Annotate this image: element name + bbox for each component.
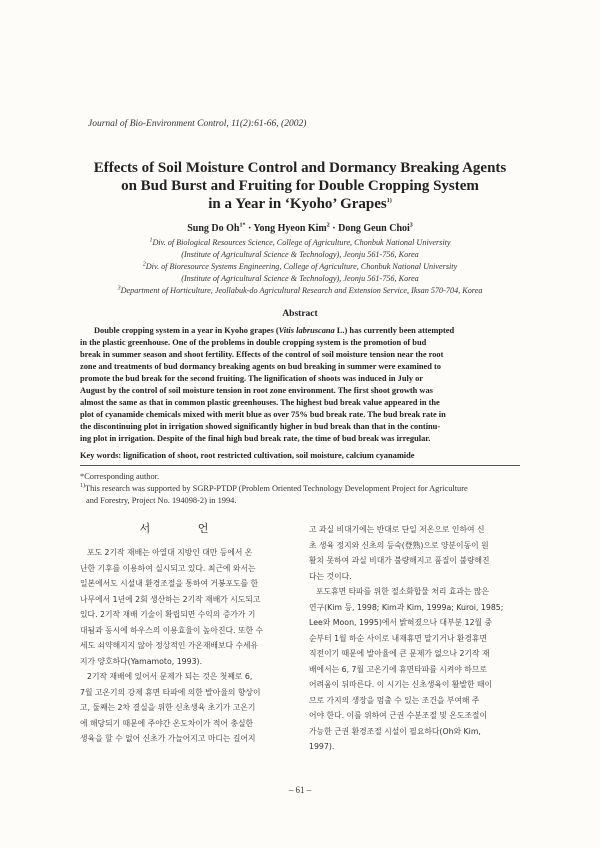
affiliations [40, 237, 560, 297]
corresponding-author-note: *Corresponding author. [80, 472, 160, 481]
paper-title [60, 159, 540, 213]
author-1: Sung Do Oh [187, 223, 240, 234]
abstract-line: zone and treatments of bud dormancy breaking agents on bud breaking in summer were examined to [80, 362, 441, 371]
abstract-line: ing plot in irrigation. Despite of the final high bud break rate, the time of bud break was irregular. [80, 434, 431, 443]
author-separator: · [245, 223, 254, 234]
body-text-line: 직전이기 때문에 발아율에 큰 문제가 없으나 2기작 재 [309, 649, 490, 658]
funding-note-continued: and Forestry, Project No. 194098-2) in 1994. [86, 496, 237, 505]
abstract-heading: Abstract [282, 309, 318, 319]
abstract-line: break in summer season and shoot fertility. Effects of the control of soil moisture tension near the root [80, 350, 444, 359]
body-text-line: 초 생육 정지와 신초의 등숙(登熟)으로 양분이동이 원 [309, 540, 489, 550]
body-text-line: 어려움이 뒤따른다. 이 시기는 신초생육이 활발한 때이 [309, 680, 493, 689]
body-text-line: 에 해당되기 때문에 주야간 온도차이가 적어 충실한 [80, 718, 254, 728]
abstract-body [80, 325, 520, 445]
body-text-line: 어야 한다. 이를 위하여 근권 수분조절 및 온도조절이 [309, 711, 487, 720]
body-text-line: 지가 양호하다(Yamamoto, 1993). [80, 656, 203, 666]
body-text-line: 활치 못하여 과실 비대가 불량해지고 품질이 불량해진 [309, 556, 490, 565]
abstract-line: promote the bud break for the second fruiting. The lignification of shoots was induced in July or [80, 374, 424, 383]
body-text-line: 배에서는 6, 7월 고온기에 휴면타파를 시켜야 하므로 [309, 664, 487, 674]
body-text-line: 순부터 1월 하순 사이로 내재휴면 말기거나 환경휴면 [309, 633, 487, 643]
body-text-line: 포도 2기작 재배는 아열대 지방인 대만 등에서 온 [87, 548, 253, 557]
affiliation-line: (Institute of Agricultural Science & Technology), Jeonju 561-756, Korea [181, 274, 419, 283]
body-text-line: 대됨과 동시에 하우스의 이용효율이 높아진다. 또한 수 [80, 625, 264, 635]
title-line-3: in a Year in ‘Kyoho’ Grapes$^{1)}$ [208, 196, 392, 212]
body-text-line: 생육을 할 수 없어 신초가 가늘어지고 마디는 길어지 [80, 734, 256, 743]
title-line-1: Effects of Soil Moisture Control and Dormancy Breaking Agents [93, 160, 507, 176]
body-text-line: 연구(Kim 등, 1998; Kim과 Kim, 1999a; Kuroi, 1985; [309, 602, 504, 612]
abstract-line: in the plastic greenhouse. One of the problems in double cropping system is the promotion of bud [80, 338, 427, 347]
title-line-2: on Bud Burst and Fruiting for Double Cropping System [121, 178, 479, 194]
author-3-sup: 3 [409, 222, 413, 229]
body-text-line: 일본에서도 시설내 환경조절을 통하여 거봉포도를 한 [80, 579, 259, 588]
journal-citation: Journal of Bio-Environment Control, 11(2):61-66, (2002) [88, 119, 307, 129]
author-2: Yong Hyeon Kim [253, 223, 327, 234]
right-column [309, 522, 519, 755]
footnote-divider [80, 465, 520, 466]
abstract-line: Double cropping system in a year in Kyoho grapes (Vitis labruscana L.) has currently been attempted [94, 326, 455, 335]
affiliation-line: $^3$Department of Horticulture, Jeollabuk-do Agricultural Research and Extension Service, Iksan 570-704, Korea [117, 285, 483, 295]
body-text-line: 고 과실 비대기에는 반대로 단일 저온으로 인하여 신 [309, 525, 485, 534]
body-text-line: 2기작 재배에 있어서 문제가 되는 것은 첫째로 6, [87, 672, 253, 681]
body-text-line: 가능한 근권 환경조절 시설이 필요하다(Oh와 Kim, [309, 726, 481, 736]
body-text-line: Lee와 Moon, 1995)에서 밝혀졌으나 대부분 12월 중 [309, 618, 493, 627]
affiliation-line: $^1$Div. of Biological Resources Science, College of Agriculture, Chonbuk National University [149, 237, 451, 247]
author-list [60, 223, 540, 234]
body-text-line: 나무에서 1년에 2회 생산하는 2기작 재배가 시도되고 [80, 594, 261, 604]
body-text-line: 세도 쇠약해지지 않아 정상적인 가온재배보다 수세유 [80, 641, 259, 650]
page-number: – 61 – [288, 785, 312, 795]
author-3: Dong Geun Choi [338, 223, 410, 234]
abstract-line: August by the control of soil moisture tension in root zone environment. The first shoot growth was [80, 386, 433, 395]
footnotes [80, 471, 520, 507]
abstract-line: almost the same as that in common plastic greenhouses. The highest bud break value appeared in the [80, 398, 440, 407]
affiliation-line: (Institute of Agricultural Science & Technology), Jeonju 561-756, Korea [181, 250, 419, 259]
affiliation-line: $^2$Div. of Bioresource Systems Engineering, College of Agriculture, Chonbuk National University [142, 261, 458, 271]
author-1-sup: 1* [239, 222, 246, 229]
title-footnote-mark: 1) [386, 198, 392, 204]
body-text-line: 고, 둘째는 2차 결실을 위한 신초생육 초기가 고온기 [80, 703, 256, 712]
author-separator: · [329, 223, 339, 234]
abstract-line: the discontinuing plot in irrigation showed significantly higher in bud break than that in the continu- [80, 422, 441, 431]
author-2-sup: 2 [326, 222, 330, 229]
body-text-line: 난한 기후를 이용하여 실시되고 있다. 최근에 와서는 [80, 563, 256, 573]
funding-note: $^{1)}$This research was supported by SGRP-PTDP (Problem Oriented Technology Development Project for Agriculture [80, 483, 468, 493]
body-text-line: 포도휴면 타파를 위한 절소화합물 처리 효과는 많은 [316, 587, 490, 596]
body-text-line: 므로 가지의 생장을 멈출 수 있는 조건을 부여해 주 [309, 695, 480, 705]
body-text-line: 다는 것이다. [309, 571, 352, 581]
keywords: Key words: lignification of shoot, root restricted cultivation, soil moisture, calcium cyanamide [80, 451, 415, 460]
left-column [80, 545, 290, 747]
body-text-line: 7월 고온기의 강제 휴면 타파에 의한 발아율의 향상이 [80, 687, 261, 697]
body-text-line: 1997). [309, 742, 335, 751]
abstract-line: plot of cyanamide chemicals mixed with merit blue as over 75% bud break rate. The bud break rate in [80, 410, 446, 419]
body-text-line: 있다. 2기작 재배 기술이 확립되면 수익의 증가가 기 [80, 610, 256, 619]
section-heading-introduction: 서 언 [139, 522, 231, 535]
